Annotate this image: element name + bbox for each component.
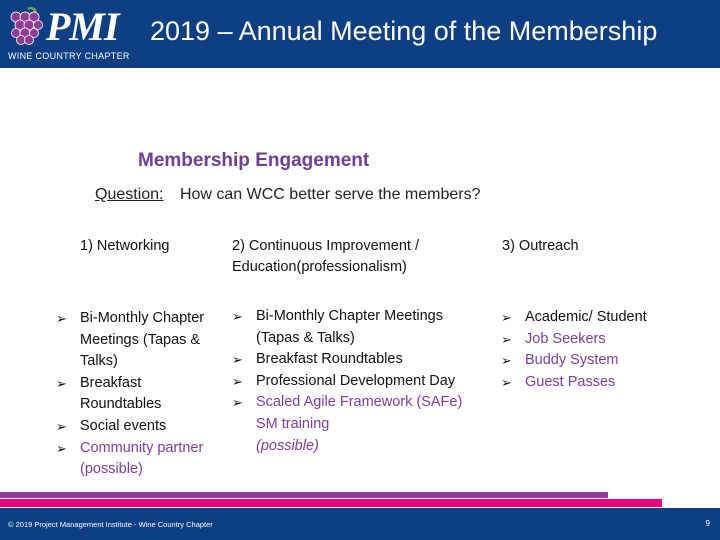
column-heading-networking: 1) Networking xyxy=(80,238,170,254)
arrow-bullet-icon: ➢ xyxy=(232,395,243,411)
pmi-logo xyxy=(6,5,146,65)
question-label: Question: xyxy=(95,186,164,203)
column-heading-continuous-improvement: 2) Continuous Improvement / Education(professionalism) xyxy=(232,238,419,275)
possible-note: (possible) xyxy=(256,437,319,454)
arrow-bullet-icon: ➢ xyxy=(232,373,243,389)
footer-stripe-pink xyxy=(0,499,662,507)
list-item: ➢ Bi-Monthly Chapter Meetings (Tapas & Talks) xyxy=(232,308,443,346)
list-item: ➢ Academic/ Student xyxy=(501,307,671,329)
slide-title: 2019 – Annual Meeting of the Membership xyxy=(150,16,658,46)
list-item: ➢ Community partner (possible) xyxy=(56,439,204,478)
header-band xyxy=(0,0,720,68)
footer-copyright: © 2019 Project Management Institute - Wine Country Chapter xyxy=(8,520,213,529)
footer-stripe-purple xyxy=(0,492,608,498)
list-item: ➢ Bi-Monthly Chapter Meetings (Tapas & Talks) xyxy=(56,310,205,370)
question-line xyxy=(95,186,480,204)
arrow-bullet-icon: ➢ xyxy=(56,418,67,434)
arrow-bullet-icon: ➢ xyxy=(501,353,512,369)
networking-list xyxy=(56,308,226,481)
list-item: ➢ Guest Passes xyxy=(501,372,671,394)
list-item: ➢ Scaled Agile Framework (SAFe) SM training (possible) xyxy=(232,394,463,454)
outreach-list xyxy=(501,307,671,393)
arrow-bullet-icon: ➢ xyxy=(232,352,243,368)
list-item: ➢ Social events xyxy=(56,416,226,438)
list-item: ➢ Breakfast Roundtables xyxy=(56,374,162,413)
arrow-bullet-icon: ➢ xyxy=(501,331,512,347)
arrow-bullet-icon: ➢ xyxy=(56,375,67,391)
logo-text: PMI xyxy=(46,4,119,49)
arrow-bullet-icon: ➢ xyxy=(56,440,67,456)
page-number: 9 xyxy=(705,519,710,528)
question-text: How can WCC better serve the members? xyxy=(179,186,481,203)
continuous-improvement-list xyxy=(232,306,472,457)
list-item: ➢ Professional Development Day xyxy=(232,371,472,393)
chapter-name: WINE COUNTRY CHAPTER xyxy=(8,51,130,61)
arrow-bullet-icon: ➢ xyxy=(232,309,243,324)
section-heading: Membership Engagement xyxy=(138,150,370,171)
arrow-bullet-icon: ➢ xyxy=(501,310,512,325)
list-item: ➢ Buddy System xyxy=(501,350,671,372)
list-item: ➢ Job Seekers xyxy=(501,329,671,351)
column-heading-outreach: 3) Outreach xyxy=(502,238,579,254)
list-item: ➢ Breakfast Roundtables xyxy=(232,349,472,371)
arrow-bullet-icon: ➢ xyxy=(501,374,512,390)
grape-icon xyxy=(8,7,44,47)
arrow-bullet-icon: ➢ xyxy=(56,311,67,326)
